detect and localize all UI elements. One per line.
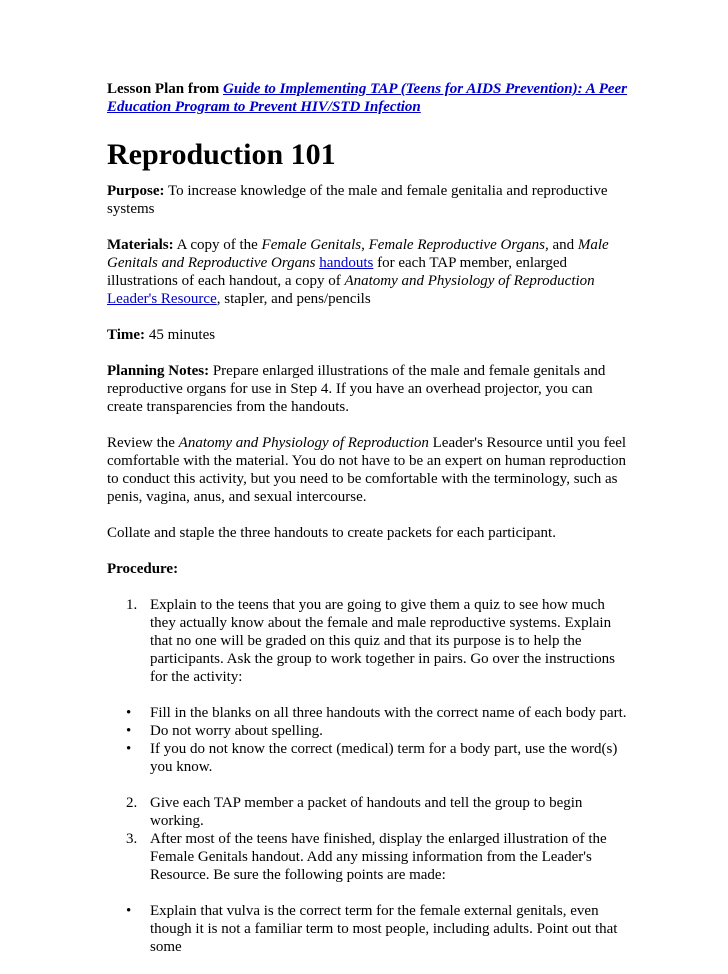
source-guide-link[interactable]: Guide to Implementing TAP (Teens for AIDS Prevention): A Peer Education Program to Prevent HIV/STD Infection bbox=[107, 81, 628, 115]
list-item bbox=[126, 902, 627, 956]
planning-notes-label: Planning Notes: bbox=[107, 363, 210, 379]
bullet-icon: • bbox=[126, 903, 132, 919]
planning-notes-paragraph bbox=[107, 362, 627, 416]
step-number: 3. bbox=[126, 831, 138, 847]
procedure-steps-part-2 bbox=[107, 794, 627, 884]
materials-paragraph bbox=[107, 236, 627, 308]
materials-italic: Female Genitals, Female Reproductive Organs, bbox=[261, 237, 549, 253]
female-genitals-points bbox=[107, 902, 627, 956]
purpose-text: To increase knowledge of the male and female genitalia and reproductive systems bbox=[107, 183, 608, 217]
list-item bbox=[126, 704, 627, 722]
header-prefix: Lesson Plan from bbox=[107, 81, 223, 97]
instruction-bullets bbox=[107, 704, 627, 776]
bullet-icon: • bbox=[126, 705, 132, 721]
lesson-plan-header bbox=[107, 80, 627, 116]
review-text: Review the bbox=[107, 435, 179, 451]
bullet-text: Do not worry about spelling. bbox=[150, 723, 323, 739]
review-italic: Anatomy and Physiology of Reproduction bbox=[178, 435, 429, 451]
bullet-icon: • bbox=[126, 741, 132, 757]
step-number: 2. bbox=[126, 795, 138, 811]
bullet-text: Fill in the blanks on all three handouts with the correct name of each body part. bbox=[150, 705, 627, 721]
time-label: Time: bbox=[107, 327, 146, 343]
list-item bbox=[126, 740, 627, 776]
leaders-resource-link[interactable]: Leader's Resource bbox=[107, 291, 217, 307]
step-text: Explain to the teens that you are going to give them a quiz to see how much they actually know about the female and male reproductive systems. Explain that no one will be graded on this quiz and that its purpose is to help the participants. Ask the group to work together in pairs. Go over the instructions for the activity: bbox=[150, 597, 615, 685]
procedure-steps-part-1 bbox=[107, 596, 627, 686]
planning-notes-text: Prepare enlarged illustrations of the male and female genitals and reproductive organs for use in Step 4. If you have an overhead projector, you can create transparencies from the handouts. bbox=[107, 363, 606, 415]
review-text: Leader's Resource until you feel comfortable with the material. You do not have to be an expert on human reproduction to conduct this activity, but you need to be comfortable with the terminology, such as penis, vagina, anus, and sexual intercourse. bbox=[107, 435, 627, 505]
bullet-icon: • bbox=[126, 723, 132, 739]
purpose-paragraph bbox=[107, 182, 627, 218]
list-item bbox=[126, 830, 627, 884]
time-paragraph bbox=[107, 326, 627, 344]
procedure-label: Procedure: bbox=[107, 561, 179, 577]
materials-label: Materials: bbox=[107, 237, 174, 253]
page-title: Reproduction 101 bbox=[107, 138, 336, 171]
step-text: Give each TAP member a packet of handouts and tell the group to begin working. bbox=[150, 795, 583, 829]
list-item bbox=[126, 794, 627, 830]
list-item bbox=[126, 722, 627, 740]
review-paragraph bbox=[107, 434, 627, 506]
bullet-text: If you do not know the correct (medical) term for a body part, use the word(s) you know. bbox=[150, 741, 618, 775]
materials-text: A copy of the bbox=[173, 237, 262, 253]
list-item bbox=[126, 596, 627, 686]
collate-paragraph: Collate and staple the three handouts to create packets for each participant. bbox=[107, 525, 556, 541]
materials-italic: Male Genitals and Reproductive Organs bbox=[107, 237, 609, 271]
materials-text: , stapler, and pens/pencils bbox=[216, 291, 371, 307]
time-text: 45 minutes bbox=[145, 327, 216, 343]
materials-text: and bbox=[548, 237, 578, 253]
step-number: 1. bbox=[126, 597, 138, 613]
materials-text: for each TAP member, enlarged illustrations of each handout, a copy of bbox=[107, 255, 568, 289]
materials-italic: Anatomy and Physiology of Reproduction bbox=[344, 273, 595, 289]
step-text: After most of the teens have finished, display the enlarged illustration of the Female Genitals handout. Add any missing information from the Leader's Resource. Be sure the following points are made: bbox=[150, 831, 607, 883]
purpose-label: Purpose: bbox=[107, 183, 165, 199]
document-page bbox=[107, 80, 627, 974]
handouts-link[interactable]: handouts bbox=[319, 255, 374, 271]
bullet-text: Explain that vulva is the correct term for the female external genitals, even though it is not a familiar term to most people, including adults. Point out that some bbox=[150, 903, 618, 955]
